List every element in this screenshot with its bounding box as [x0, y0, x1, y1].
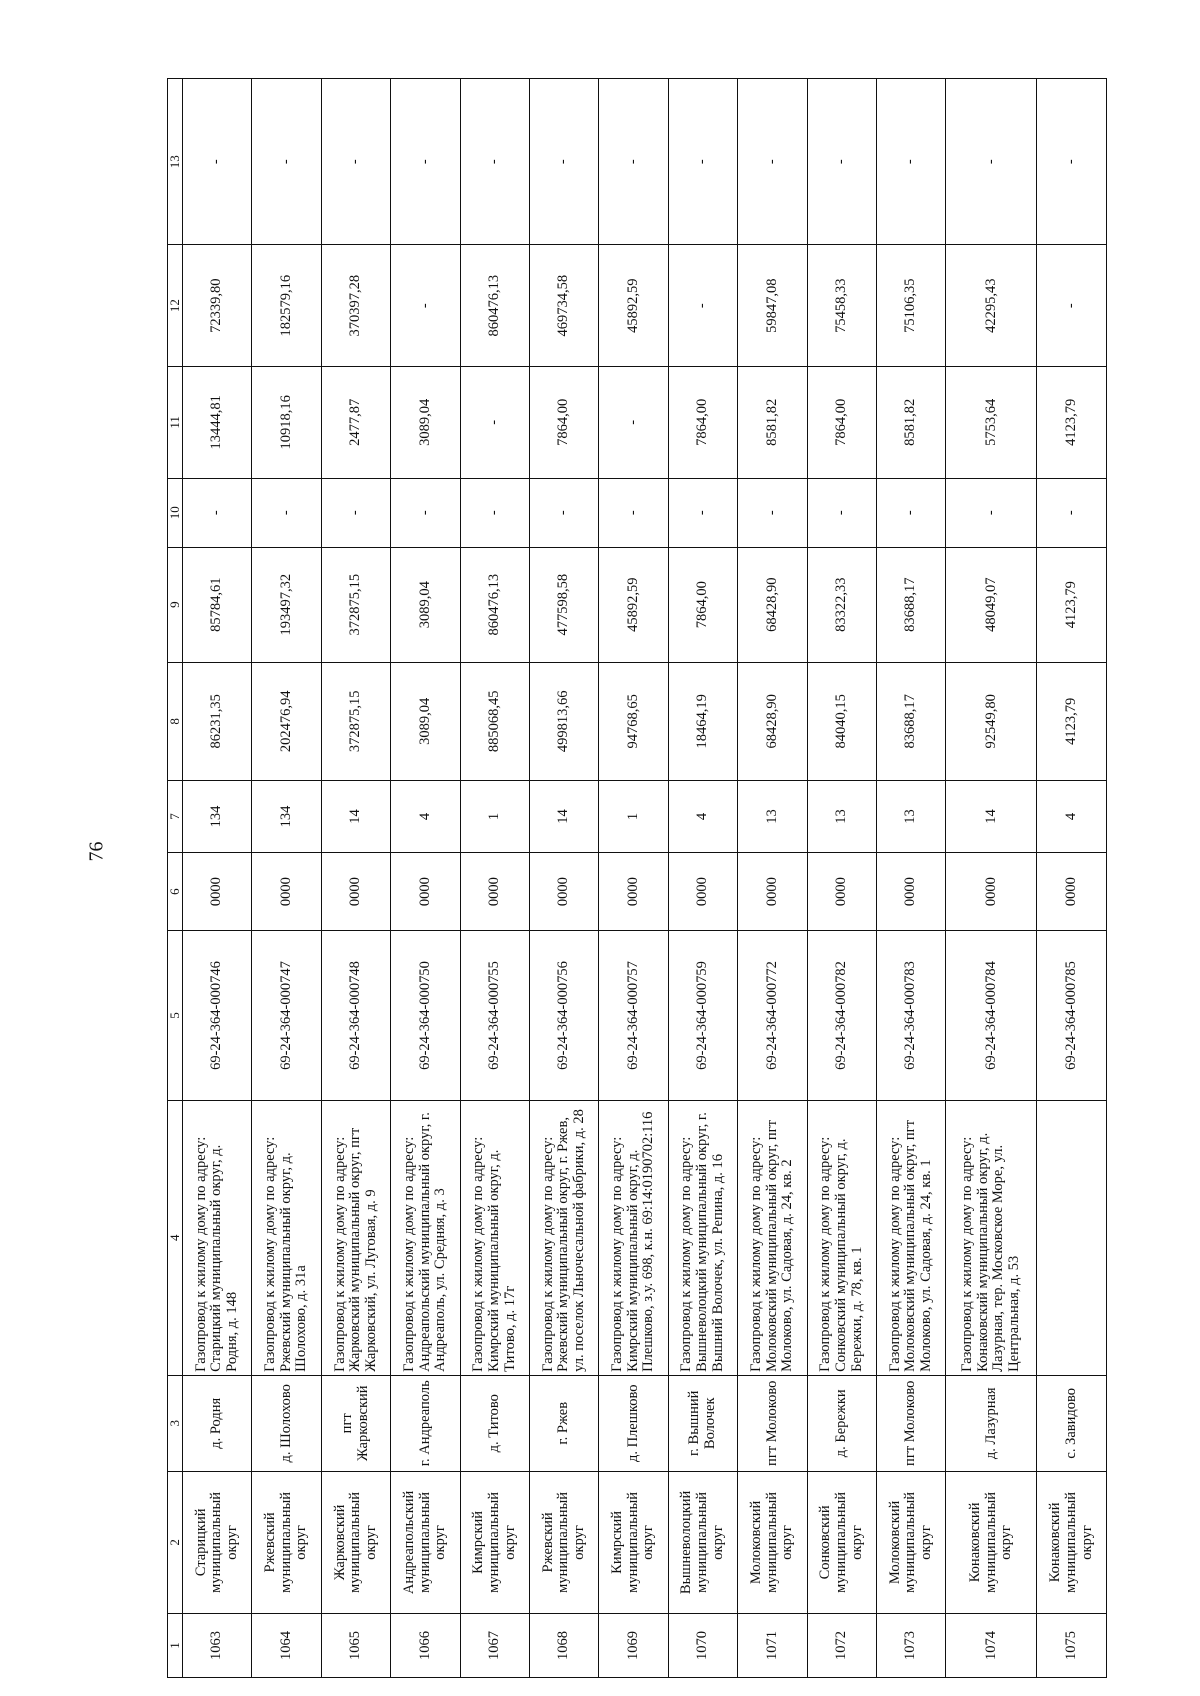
col10-value: -	[807, 478, 876, 547]
table-row	[599, 79, 668, 1678]
row-number: 1063	[183, 1614, 252, 1678]
settlement: д. Бережки	[807, 1375, 876, 1471]
table-row	[252, 79, 321, 1678]
settlement: д. Шолохово	[252, 1375, 321, 1471]
settlement: с. Завидово	[1037, 1375, 1107, 1471]
cost-total: 4123,79	[1037, 662, 1107, 780]
cadastral-code: 69-24-364-000759	[668, 931, 737, 1100]
registry-table-rotated	[167, 78, 1107, 1678]
code-0000: 0000	[876, 852, 945, 930]
category: 1	[599, 781, 668, 853]
col13-value: -	[252, 79, 321, 245]
table-row	[391, 79, 460, 1678]
code-0000: 0000	[321, 852, 390, 930]
col13-value: -	[183, 79, 252, 245]
table-row	[321, 79, 390, 1678]
cost-total: 68428,90	[738, 662, 807, 780]
category: 4	[668, 781, 737, 853]
cost-value: 3089,04	[391, 547, 460, 662]
cost-total: 499813,66	[529, 662, 598, 780]
cost-value: 4123,79	[1037, 547, 1107, 662]
cost-value: 83322,33	[807, 547, 876, 662]
row-number: 1071	[738, 1614, 807, 1678]
col11-value: 13444,81	[183, 366, 252, 478]
settlement: г. Андреаполь	[391, 1375, 460, 1471]
header-row	[168, 79, 183, 1678]
settlement: д. Лазурная	[946, 1375, 1037, 1471]
row-number: 1064	[252, 1614, 321, 1678]
col13-value: -	[460, 79, 529, 245]
municipal-district: Старицкий муниципальный округ	[183, 1471, 252, 1613]
object-description: Газопровод к жилому дому по адресу: Кимрский муниципальный округ, д. Плешково, з.у. 698, к.н. 69:14:0190702:116	[599, 1100, 668, 1375]
code-0000: 0000	[738, 852, 807, 930]
object-description: Газопровод к жилому дому по адресу: Кимрский муниципальный округ, д. Титово, д. 17г	[460, 1100, 529, 1375]
cost-total: 885068,45	[460, 662, 529, 780]
table-row	[1037, 79, 1107, 1678]
category: 4	[391, 781, 460, 853]
cost-value: 860476,13	[460, 547, 529, 662]
col10-value: -	[529, 478, 598, 547]
col13-value: -	[876, 79, 945, 245]
col11-value: 8581,82	[738, 366, 807, 478]
column-header: 8	[168, 662, 183, 780]
cost-value: 45892,59	[599, 547, 668, 662]
col13-value: -	[946, 79, 1037, 245]
col13-value: -	[599, 79, 668, 245]
municipal-district: Ржевский муниципальный округ	[529, 1471, 598, 1613]
municipal-district: Конаковский муниципальный округ	[946, 1471, 1037, 1613]
cost-total: 3089,04	[391, 662, 460, 780]
row-number: 1074	[946, 1614, 1037, 1678]
col10-value: -	[738, 478, 807, 547]
col11-value: 2477,87	[321, 366, 390, 478]
col11-value: 8581,82	[876, 366, 945, 478]
cost-total: 84040,15	[807, 662, 876, 780]
municipal-district: Кимрский муниципальный округ	[599, 1471, 668, 1613]
cadastral-code: 69-24-364-000747	[252, 931, 321, 1100]
col13-value: -	[1037, 79, 1107, 245]
code-0000: 0000	[807, 852, 876, 930]
cost-value: 372875,15	[321, 547, 390, 662]
col10-value: -	[1037, 478, 1107, 547]
category: 1	[460, 781, 529, 853]
col12-value: 182579,16	[252, 245, 321, 367]
object-description: Газопровод к жилому дому по адресу: Жарковский муниципальный округ, пгт Жарковский, ул. Луговая, д. 9	[321, 1100, 390, 1375]
col12-value: -	[1037, 245, 1107, 367]
cadastral-code: 69-24-364-000757	[599, 931, 668, 1100]
code-0000: 0000	[668, 852, 737, 930]
category: 14	[321, 781, 390, 853]
row-number: 1075	[1037, 1614, 1107, 1678]
col10-value: -	[599, 478, 668, 547]
column-header: 3	[168, 1375, 183, 1471]
col11-value: -	[599, 366, 668, 478]
category: 4	[1037, 781, 1107, 853]
cost-total: 92549,80	[946, 662, 1037, 780]
category: 14	[946, 781, 1037, 853]
settlement: пгт Молоково	[876, 1375, 945, 1471]
cost-value: 83688,17	[876, 547, 945, 662]
cost-value: 7864,00	[668, 547, 737, 662]
cost-value: 68428,90	[738, 547, 807, 662]
municipal-district: Андреапольский муниципальный округ	[391, 1471, 460, 1613]
col12-value: -	[391, 245, 460, 367]
object-description: Газопровод к жилому дому по адресу: Старицкий муниципальный округ, д. Родня, д. 148	[183, 1100, 252, 1375]
cadastral-code: 69-24-364-000783	[876, 931, 945, 1100]
settlement: д. Плешково	[599, 1375, 668, 1471]
column-header: 11	[168, 366, 183, 478]
category: 134	[252, 781, 321, 853]
municipal-district: Сонковский муниципальный округ	[807, 1471, 876, 1613]
category: 134	[183, 781, 252, 853]
col13-value: -	[738, 79, 807, 245]
cadastral-code: 69-24-364-000755	[460, 931, 529, 1100]
column-header: 5	[168, 931, 183, 1100]
cost-value: 193497,32	[252, 547, 321, 662]
category: 13	[807, 781, 876, 853]
object-description: Газопровод к жилому дому по адресу: Сонковский муниципальный округ, д. Бережки, д. 78, кв. 1	[807, 1100, 876, 1375]
settlement: г. Вышний Волочек	[668, 1375, 737, 1471]
settlement: пгт Жарковский	[321, 1375, 390, 1471]
col12-value: 42295,43	[946, 245, 1037, 367]
col10-value: -	[460, 478, 529, 547]
settlement: пгт Молоково	[738, 1375, 807, 1471]
column-header: 13	[168, 79, 183, 245]
col10-value: -	[252, 478, 321, 547]
cadastral-code: 69-24-364-000746	[183, 931, 252, 1100]
table-row	[460, 79, 529, 1678]
municipal-district: Молоковский муниципальный округ	[738, 1471, 807, 1613]
table-row	[529, 79, 598, 1678]
cost-total: 83688,17	[876, 662, 945, 780]
row-number: 1070	[668, 1614, 737, 1678]
row-number: 1066	[391, 1614, 460, 1678]
col10-value: -	[668, 478, 737, 547]
code-0000: 0000	[391, 852, 460, 930]
registry-table	[167, 78, 1107, 1678]
municipal-district: Конаковский муниципальный округ	[1037, 1471, 1107, 1613]
cadastral-code: 69-24-364-000756	[529, 931, 598, 1100]
cost-total: 18464,19	[668, 662, 737, 780]
table-row	[668, 79, 737, 1678]
municipal-district: Вышневолоцкий муниципальный округ	[668, 1471, 737, 1613]
col13-value: -	[391, 79, 460, 245]
settlement: д. Титово	[460, 1375, 529, 1471]
column-header: 12	[168, 245, 183, 367]
col13-value: -	[529, 79, 598, 245]
row-number: 1068	[529, 1614, 598, 1678]
settlement: г. Ржев	[529, 1375, 598, 1471]
col12-value: 45892,59	[599, 245, 668, 367]
column-header: 7	[168, 781, 183, 853]
row-number: 1067	[460, 1614, 529, 1678]
code-0000: 0000	[599, 852, 668, 930]
code-0000: 0000	[946, 852, 1037, 930]
col11-value: 4123,79	[1037, 366, 1107, 478]
col12-value: 469734,58	[529, 245, 598, 367]
column-header: 9	[168, 547, 183, 662]
table-body	[183, 79, 1107, 1678]
object-description	[1037, 1100, 1107, 1375]
cadastral-code: 69-24-364-000785	[1037, 931, 1107, 1100]
code-0000: 0000	[460, 852, 529, 930]
object-description: Газопровод к жилому дому по адресу: Ржевский муниципальный округ, д. Шолохово, д. 31а	[252, 1100, 321, 1375]
cadastral-code: 69-24-364-000748	[321, 931, 390, 1100]
code-0000: 0000	[1037, 852, 1107, 930]
col13-value: -	[668, 79, 737, 245]
row-number: 1073	[876, 1614, 945, 1678]
col10-value: -	[321, 478, 390, 547]
municipal-district: Ржевский муниципальный округ	[252, 1471, 321, 1613]
col12-value: -	[668, 245, 737, 367]
col11-value: 7864,00	[807, 366, 876, 478]
col13-value: -	[321, 79, 390, 245]
col13-value: -	[807, 79, 876, 245]
col10-value: -	[183, 478, 252, 547]
table-row	[183, 79, 252, 1678]
row-number: 1065	[321, 1614, 390, 1678]
object-description: Газопровод к жилому дому по адресу: Ржевский муниципальный округ, г. Ржев, ул. поселок Льночесальной фабрики, д. 28	[529, 1100, 598, 1375]
municipal-district: Жарковский муниципальный округ	[321, 1471, 390, 1613]
col10-value: -	[876, 478, 945, 547]
col12-value: 75106,35	[876, 245, 945, 367]
column-header: 1	[168, 1614, 183, 1678]
cadastral-code: 69-24-364-000772	[738, 931, 807, 1100]
col12-value: 860476,13	[460, 245, 529, 367]
code-0000: 0000	[183, 852, 252, 930]
code-0000: 0000	[252, 852, 321, 930]
col11-value: 7864,00	[668, 366, 737, 478]
cost-value: 85784,61	[183, 547, 252, 662]
table-row	[738, 79, 807, 1678]
table-row	[946, 79, 1037, 1678]
col11-value: 7864,00	[529, 366, 598, 478]
col12-value: 72339,80	[183, 245, 252, 367]
cost-total: 94768,65	[599, 662, 668, 780]
cadastral-code: 69-24-364-000782	[807, 931, 876, 1100]
col11-value: 10918,16	[252, 366, 321, 478]
cost-value: 477598,58	[529, 547, 598, 662]
category: 13	[738, 781, 807, 853]
row-number: 1069	[599, 1614, 668, 1678]
column-header: 6	[168, 852, 183, 930]
table-row	[876, 79, 945, 1678]
municipal-district: Молоковский муниципальный округ	[876, 1471, 945, 1613]
row-number: 1072	[807, 1614, 876, 1678]
object-description: Газопровод к жилому дому по адресу: Вышневолоцкий муниципальный округ, г. Вышний Волочек, ул. Репина, д. 16	[668, 1100, 737, 1375]
col11-value: 3089,04	[391, 366, 460, 478]
code-0000: 0000	[529, 852, 598, 930]
object-description: Газопровод к жилому дому по адресу: Андреапольский муниципальный округ, г. Андреаполь, ул. Средняя, д. 3	[391, 1100, 460, 1375]
cadastral-code: 69-24-364-000784	[946, 931, 1037, 1100]
settlement: д. Родня	[183, 1375, 252, 1471]
table-row	[807, 79, 876, 1678]
column-header: 10	[168, 478, 183, 547]
page-number: 76	[85, 841, 108, 862]
col12-value: 75458,33	[807, 245, 876, 367]
col12-value: 370397,28	[321, 245, 390, 367]
column-header: 2	[168, 1471, 183, 1613]
col11-value: 5753,64	[946, 366, 1037, 478]
cost-total: 202476,94	[252, 662, 321, 780]
object-description: Газопровод к жилому дому по адресу: Молоковский муниципальный округ, пгт Молоково, ул. Садовая, д. 24, кв. 2	[738, 1100, 807, 1375]
col12-value: 59847,08	[738, 245, 807, 367]
col11-value: -	[460, 366, 529, 478]
cadastral-code: 69-24-364-000750	[391, 931, 460, 1100]
municipal-district: Кимрский муниципальный округ	[460, 1471, 529, 1613]
object-description: Газопровод к жилому дому по адресу: Конаковский муниципальный округ, д. Лазурная, тер. Московское Море, ул. Центральная, д. 53	[946, 1100, 1037, 1375]
cost-total: 86231,35	[183, 662, 252, 780]
cost-value: 48049,07	[946, 547, 1037, 662]
category: 14	[529, 781, 598, 853]
cost-total: 372875,15	[321, 662, 390, 780]
col10-value: -	[391, 478, 460, 547]
column-header: 4	[168, 1100, 183, 1375]
category: 13	[876, 781, 945, 853]
object-description: Газопровод к жилому дому по адресу: Молоковский муниципальный округ, пгт Молоково, ул. Садовая, д. 24, кв. 1	[876, 1100, 945, 1375]
col10-value: -	[946, 478, 1037, 547]
